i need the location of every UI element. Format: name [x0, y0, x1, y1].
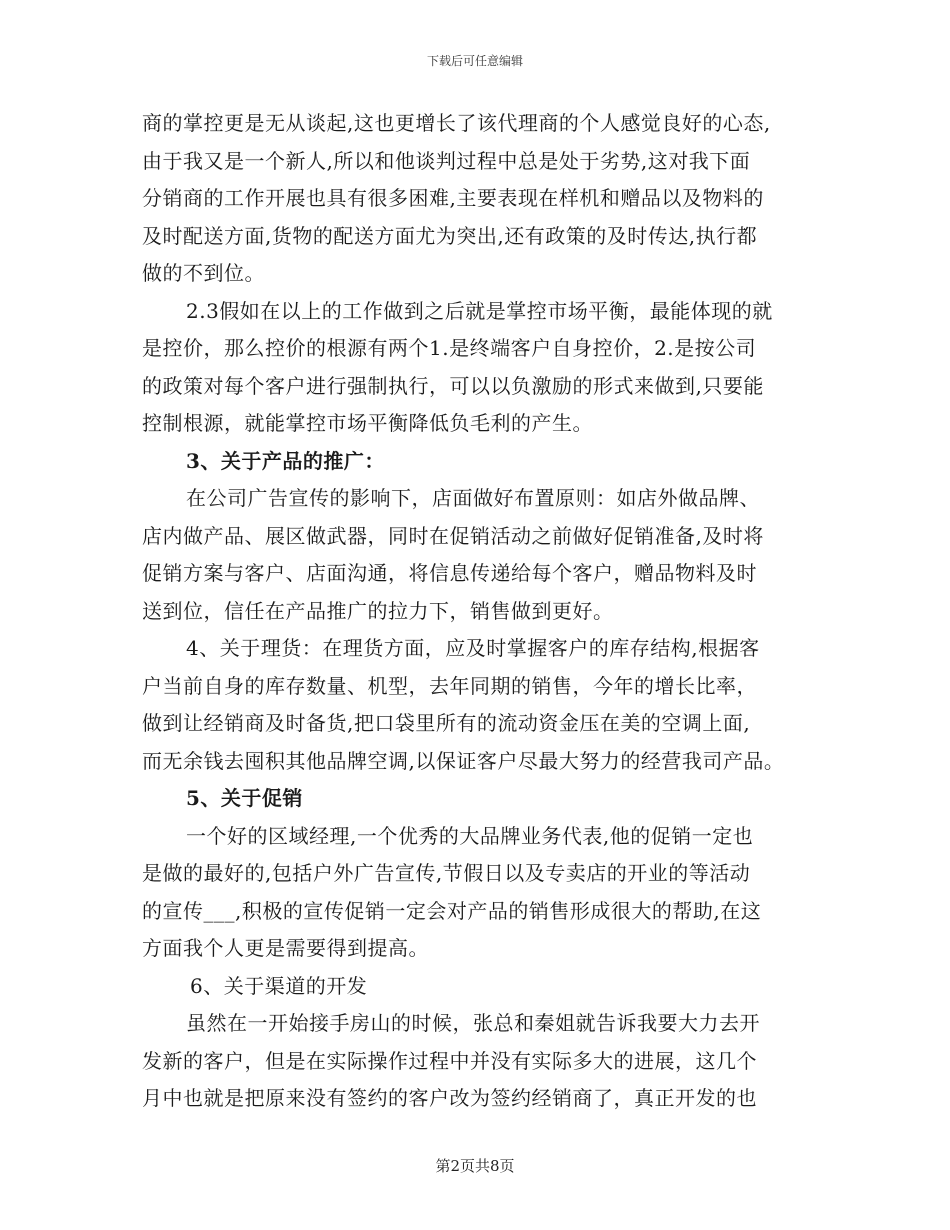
text-line: 由于我又是一个新人,所以和他谈判过程中总是处于劣势,这对我下面	[142, 148, 751, 173]
text-line: 是控价，那么控价的根源有两个1.是终端客户自身控价，2.是按公司	[142, 336, 757, 360]
text-line: 送到位，信任在产品推广的拉力下，销售做到更好。	[142, 598, 614, 623]
text-line: 做到让经销商及时备货,把口袋里所有的流动资金压在美的空调上面,	[142, 711, 751, 735]
text-line: 方面我个人更是需要得到提高。	[142, 936, 429, 960]
section-heading-3: 3、关于产品的推广：	[186, 448, 385, 473]
text-line: 在公司广告宣传的影响下，店面做好布置原则：如店外做品牌、	[186, 486, 760, 510]
page-header: 下载后可任意编辑	[426, 54, 523, 68]
text-line: 商的掌控更是无从谈起,这也更增长了该代理商的个人感觉良好的心态,	[142, 111, 771, 135]
text-line: 店内做产品、展区做武器，同时在促销活动之前做好促销准备,及时将	[142, 523, 764, 548]
text-line: 的宣传___,积极的宣传促销一定会对产品的销售形成很大的帮助,在这	[142, 898, 762, 923]
section-heading-6: 6、关于渠道的开发	[190, 973, 368, 998]
text-line: 一个好的区域经理,一个优秀的大品牌业务代表,他的促销一定也	[186, 823, 754, 848]
text-line: 发新的客户，但是在实际操作过程中并没有实际多大的进展，这几个	[142, 1048, 757, 1073]
section-heading-5: 5、关于促销	[186, 786, 303, 810]
text-line: 及时配送方面,货物的配送方面尤为突出,还有政策的及时传达,执行都	[142, 223, 758, 248]
text-line: 做的不到位。	[142, 261, 265, 285]
text-line: 促销方案与客户、店面沟通，将信息传递给每个客户，赠品物料及时	[142, 561, 757, 585]
text-line: 的政策对每个客户进行强制执行，可以以负激励的形式来做到,只要能	[142, 373, 764, 398]
text-line: 分销商的工作开展也具有很多困难,主要表现在样机和赠品以及物料的	[142, 186, 764, 210]
page-footer: 第2页共8页	[435, 1157, 515, 1175]
text-line: 4、关于理货：在理货方面，应及时掌握客户的库存结构,根据客	[186, 636, 760, 660]
text-line: 2.3假如在以上的工作做到之后就是掌控市场平衡，最能体现的就	[186, 298, 773, 323]
text-line: 月中也就是把原来没有签约的客户改为签约经销商了，真正开发的也	[142, 1086, 757, 1110]
document-body	[142, 105, 822, 1118]
text-line: 是做的最好的,包括户外广告宣传,节假日以及专卖店的开业的等活动	[142, 861, 751, 885]
text-line: 虽然在一开始接手房山的时候，张总和秦姐就告诉我要大力去开	[186, 1011, 760, 1035]
text-line: 而无余钱去囤积其他品牌空调,以保证客户尽最大努力的经营我司产品。	[142, 748, 785, 773]
text-line: 户当前自身的库存数量、机型，去年同期的销售，今年的增长比率，	[142, 673, 757, 698]
text-line: 控制根源，就能掌控市场平衡降低负毛利的产生。	[142, 411, 593, 435]
